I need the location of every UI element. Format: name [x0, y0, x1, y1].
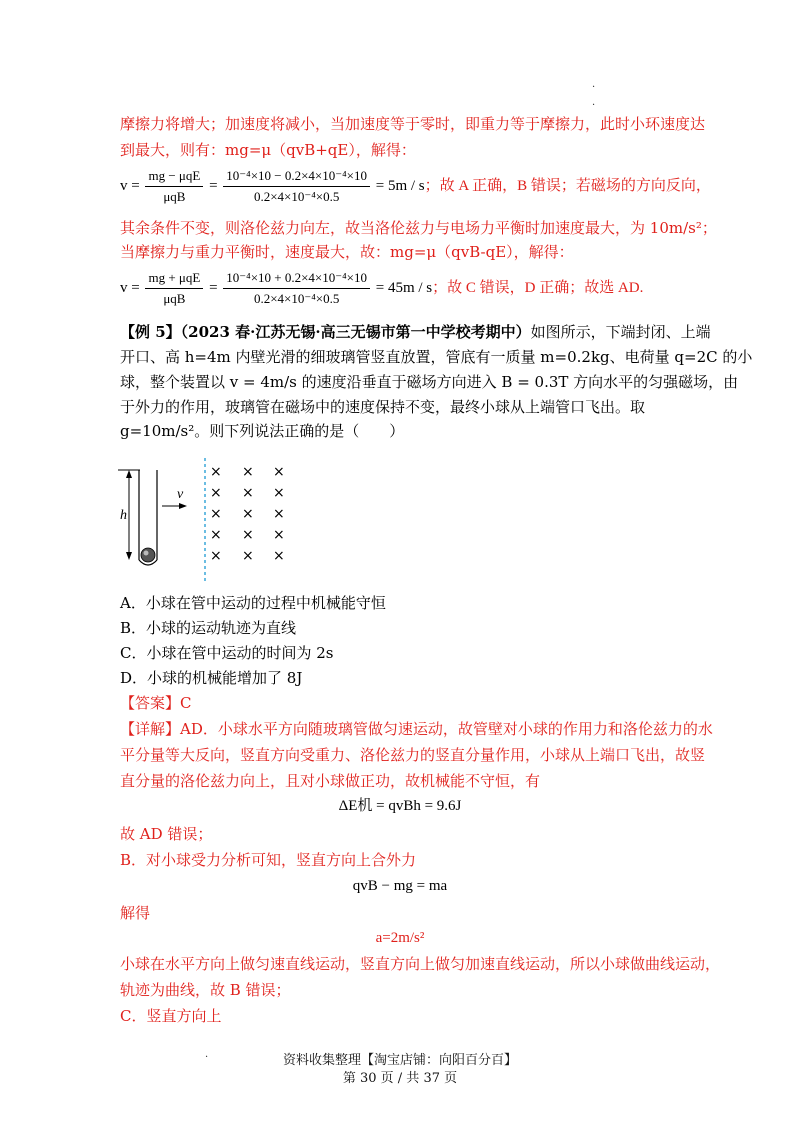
question-text: 如图所示，下端封闭、上端: [530, 323, 711, 341]
dot-mark: ·: [592, 82, 596, 93]
dot-mark: ·: [205, 1052, 209, 1063]
question-text: g=10m/s²。则下列说法正确的是（ ）: [120, 422, 405, 440]
equation-1: [120, 168, 711, 205]
explanation-line: C．竖直方向上: [120, 1007, 222, 1025]
numerator: mg + μqE: [145, 270, 203, 289]
eq-lhs: v =: [120, 177, 140, 194]
eq-lhs: v =: [120, 279, 140, 296]
field-cross: ×: [242, 527, 254, 543]
denominator: 0.2×4×10⁻⁴×0.5: [253, 189, 340, 204]
fraction: [145, 270, 203, 307]
magnetic-field: [210, 464, 285, 564]
answer: 【答案】C: [120, 694, 192, 712]
height-arrow-head-up: [126, 470, 132, 478]
text-line: 到最大，则有：mg=μ（qvB+qE），解得：: [120, 141, 416, 159]
field-cross: ×: [242, 506, 254, 522]
example-source: （2023 春·江苏无锡·高三无锡市第一中学校考期中）: [180, 323, 531, 341]
explanation-line: 轨迹为曲线，故 B 错误；: [120, 981, 291, 999]
question-text: 球，整个装置以 v = 4m/s 的速度沿垂直于磁场方向进入 B = 0.3T 方向水平的匀强磁场，由: [120, 373, 739, 391]
explanation-line: 小球在水平方向上做匀速直线运动，竖直方向上做匀加速直线运动，所以小球做曲线运动，: [120, 955, 721, 973]
field-cross: ×: [273, 506, 285, 522]
label-v: v: [177, 487, 184, 502]
velocity-arrow-head: [179, 503, 187, 509]
equation-energy: ΔE机 = qvBh = 9.6J: [338, 798, 462, 814]
denominator: 0.2×4×10⁻⁴×0.5: [253, 291, 340, 306]
dot-mark: ·: [592, 100, 596, 111]
ball-highlight: [144, 551, 149, 556]
text-line: 其余条件不变，则洛伦兹力向左，故当洛伦兹力与电场力平衡时加速度最大，为 10m/s²；: [120, 219, 717, 237]
eq-result: = 45m / s: [375, 279, 433, 296]
example-header: [120, 322, 711, 342]
text-line: 当摩擦力与重力平衡时，速度最大，故：mg=μ（qvB-qE），解得：: [120, 243, 574, 261]
eq-tail: ；故 A 正确，B 错误；若磁场的方向反向，: [424, 177, 711, 194]
example-label: 【例 5】: [120, 323, 181, 341]
explanation-line: 平分量等大反向，竖直方向受重力、洛伦兹力的竖直分量作用，小球从上端口飞出，故竖: [120, 746, 706, 764]
ball: [141, 548, 155, 562]
field-cross: ×: [242, 548, 254, 564]
explanation-line: B．对小球受力分析可知，竖直方向上合外力: [120, 851, 417, 869]
field-cross: ×: [210, 485, 222, 501]
page-number: 第 30 页 / 共 37 页: [342, 1071, 458, 1086]
footer-source: 资料收集整理【淘宝店铺：向阳百分百】: [282, 1053, 517, 1068]
field-cross: ×: [210, 464, 222, 480]
equals: =: [209, 279, 218, 296]
field-cross: ×: [242, 464, 254, 480]
explanation-line: 直分量的洛伦兹力向上，且对小球做正功，故机械能不守恒，有: [120, 772, 541, 790]
physics-diagram: [110, 458, 300, 584]
denominator: μqB: [163, 189, 186, 204]
question-text: 开口、高 h=4m 内壁光滑的细玻璃管竖直放置，管底有一质量 m=0.2kg、电荷量 q=2C 的小: [120, 348, 753, 366]
numerator: 10⁻⁴×10 − 0.2×4×10⁻⁴×10: [223, 168, 370, 187]
eq-tail: ；故 C 错误，D 正确；故选 AD.: [432, 279, 644, 296]
eq-result: = 5m / s: [375, 177, 425, 194]
explanation-line: 故 AD 错误；: [120, 825, 213, 843]
question-text: 于外力的作用，玻璃管在磁场中的速度保持不变，最终小球从上端管口飞出。取: [120, 398, 646, 416]
numerator: 10⁻⁴×10 + 0.2×4×10⁻⁴×10: [223, 270, 370, 289]
fraction: [145, 168, 203, 205]
field-cross: ×: [210, 527, 222, 543]
option-a: A．小球在管中运动的过程中机械能守恒: [120, 594, 386, 612]
label-h: h: [120, 508, 127, 523]
field-cross: ×: [242, 485, 254, 501]
field-cross: ×: [273, 548, 285, 564]
fraction: [223, 168, 370, 205]
denominator: μqB: [163, 291, 186, 306]
fraction: [223, 270, 370, 307]
text-line: 摩擦力将增大；加速度将减小，当加速度等于零时，即重力等于摩擦力，此时小环速度达: [120, 115, 706, 133]
field-cross: ×: [273, 485, 285, 501]
option-b: B．小球的运动轨迹为直线: [120, 619, 297, 637]
explanation-line: 解得: [120, 904, 151, 922]
equals: =: [209, 177, 218, 194]
option-d: D．小球的机械能增加了 8J: [120, 669, 303, 687]
equation-force: qvB − mg = ma: [352, 878, 448, 894]
field-cross: ×: [273, 464, 285, 480]
option-c: C．小球在管中运动的时间为 2s: [120, 644, 334, 662]
explanation-line: 【详解】AD．小球水平方向随玻璃管做匀速运动，故管壁对小球的作用力和洛伦兹力的水: [120, 720, 713, 738]
field-cross: ×: [210, 548, 222, 564]
height-arrow-head-down: [126, 552, 132, 560]
equation-acceleration: a=2m/s²: [375, 930, 425, 946]
field-cross: ×: [210, 506, 222, 522]
numerator: mg − μqE: [145, 168, 203, 187]
equation-2: [120, 270, 643, 307]
field-cross: ×: [273, 527, 285, 543]
